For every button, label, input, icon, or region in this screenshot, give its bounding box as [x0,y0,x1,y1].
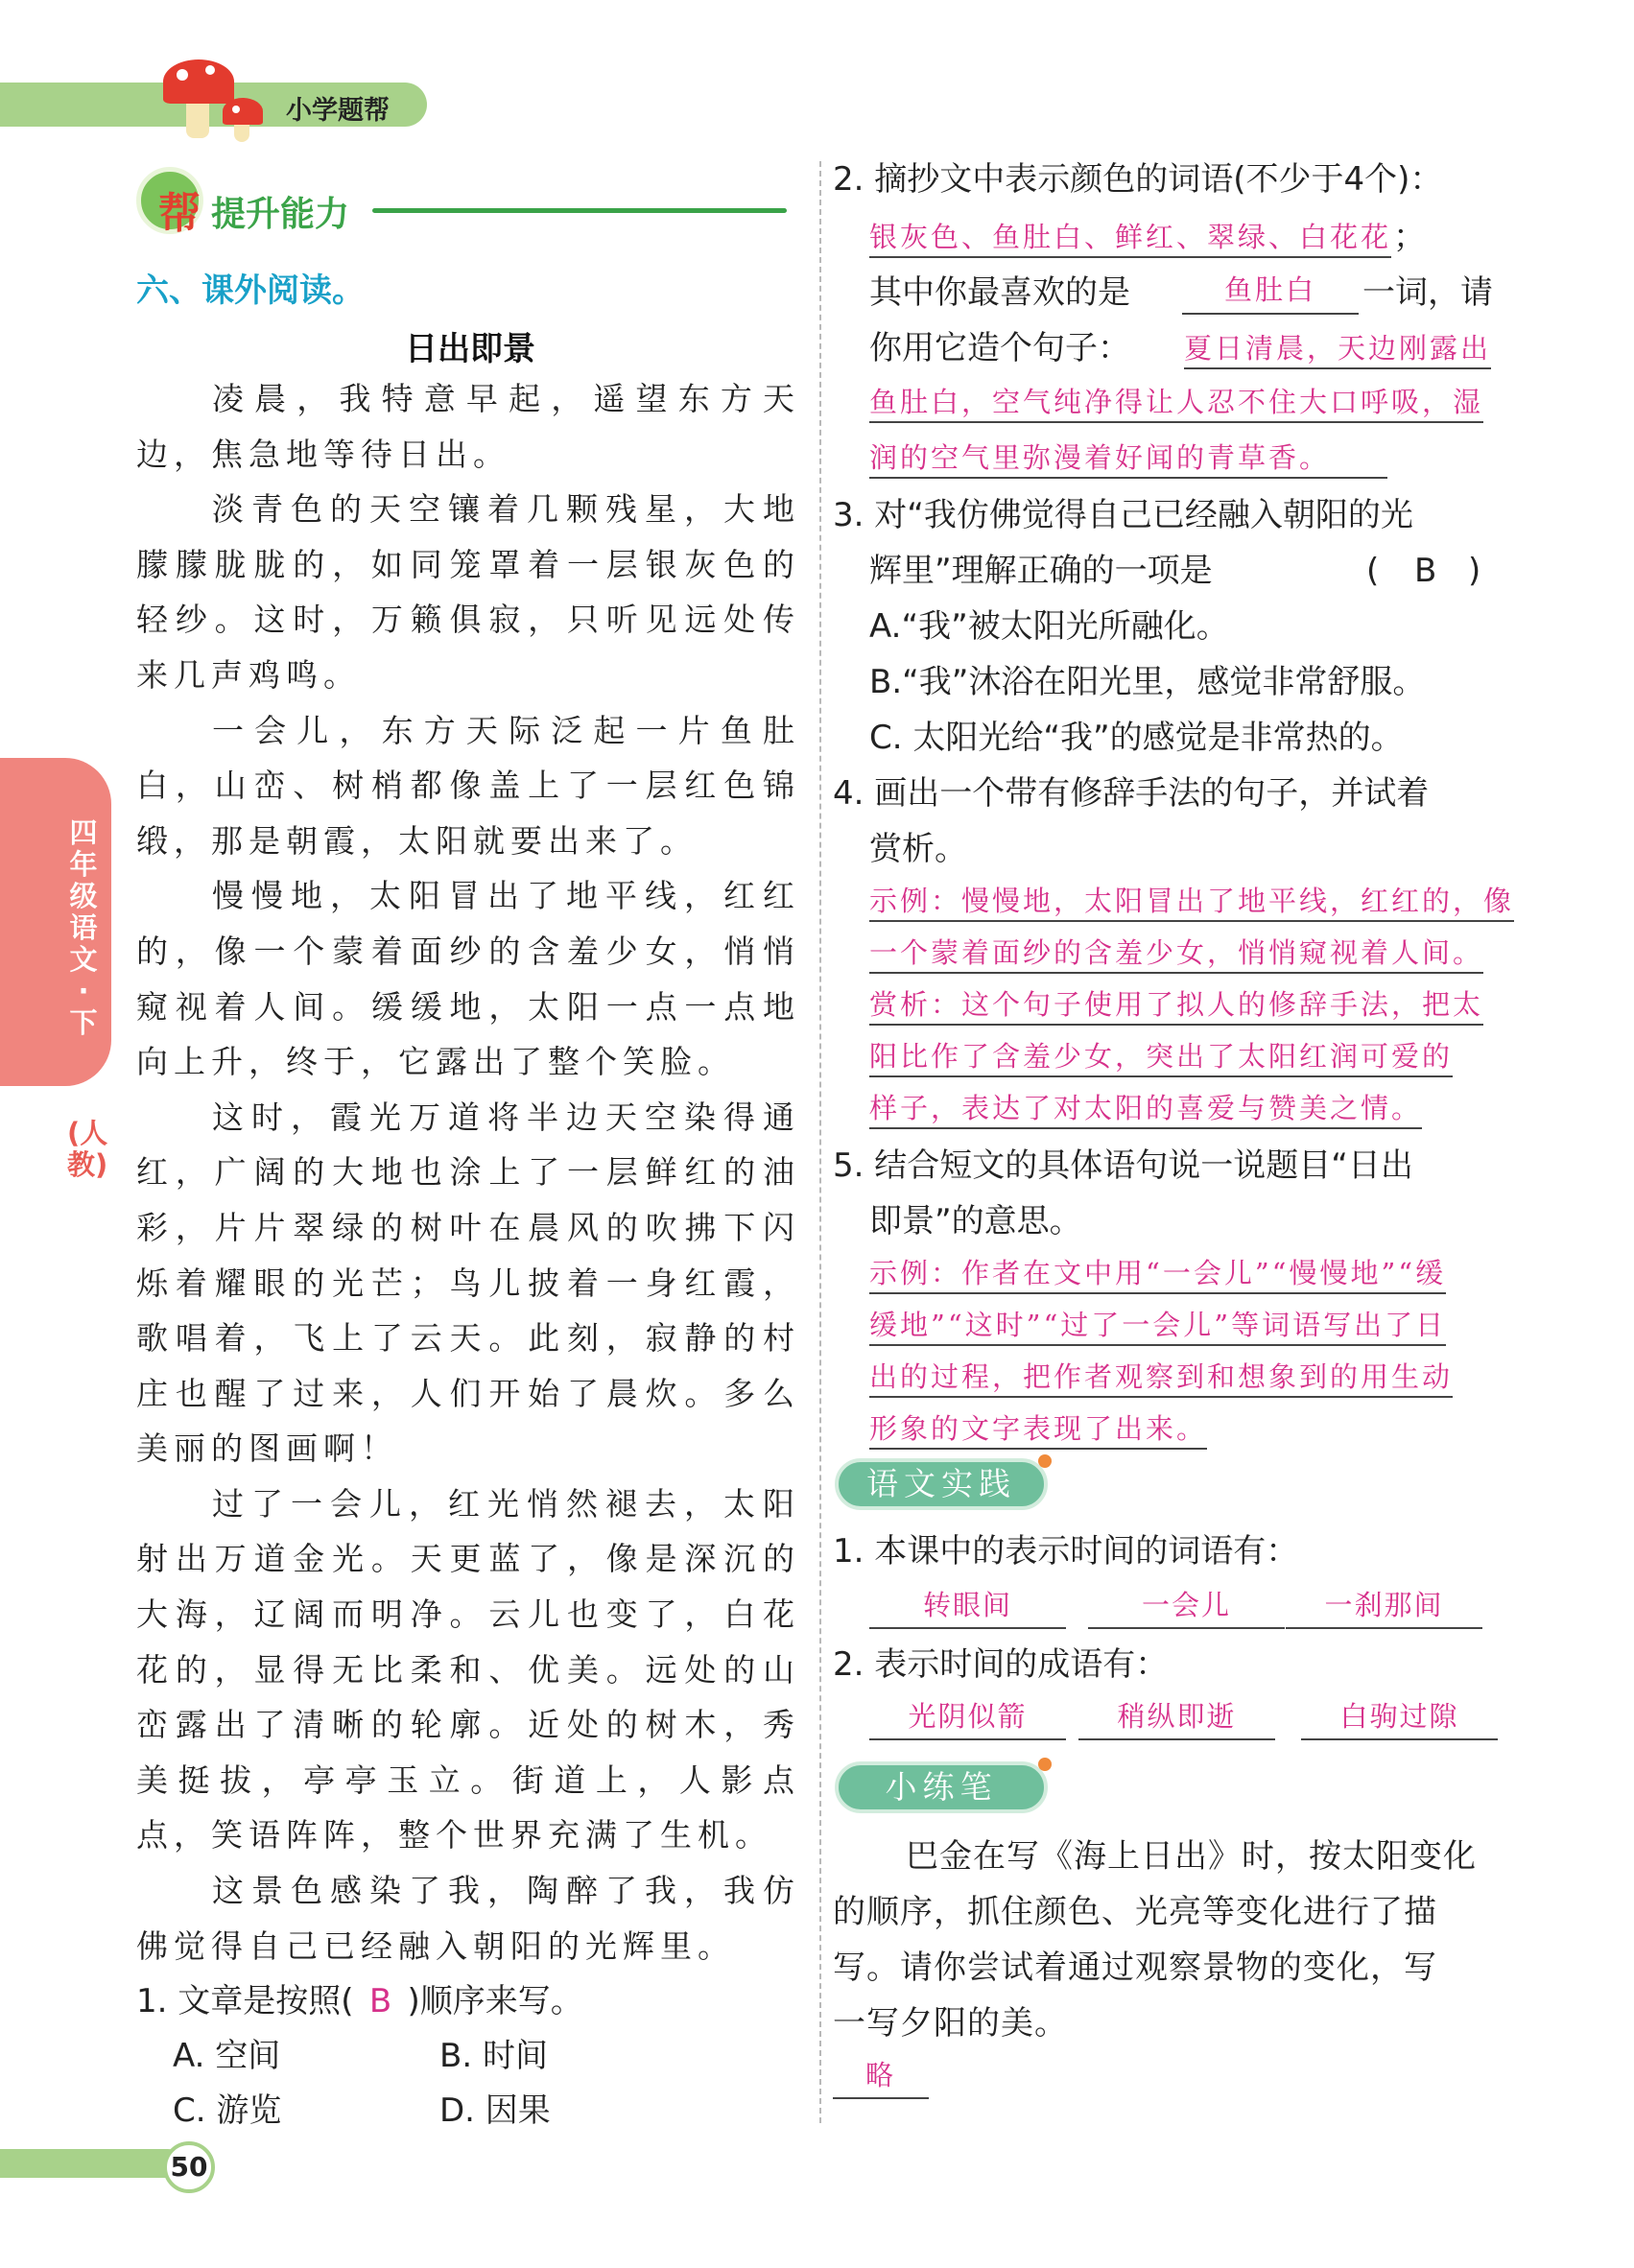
question-4-answer: 赏析：这个句子使用了拟人的修辞手法，把太 [869,979,1483,1030]
footer-band [0,2149,182,2178]
article-paragraph: 一会儿，东方天际泛起一片鱼肚白，山峦、树梢都像盖上了一层红色锦缎，那是朝霞，太阳就要出来了。 [136,711,800,860]
question-3-line2: 辉里”理解正确的一项是 [869,552,1213,590]
question-1-prefix: 1. 文章是按照( [136,1982,354,2020]
writing-label-dot [1038,1758,1052,1771]
question-2-answer-sentence: 鱼肚白，空气纯净得让人忍不住大口呼吸，湿 [869,376,1483,428]
article-paragraph: 慢慢地，太阳冒出了地平线，红红的，像一个蒙着面纱的含羞少女，悄悄窥视着人间。缓缓地，太阳一点一点地向上升，终于，它露出了整个笑脸。 [136,877,800,1081]
question-2-line2-pre: 其中你最喜欢的是 [869,273,1130,312]
question-3-answer: B [1414,552,1437,590]
question-1-option-b: B. 时间 [439,2037,548,2075]
writing-prompt-line: 写。请你尝试着通过观察景物的变化，写 [833,1949,1437,1987]
article-paragraph: 这时，霞光万道将半边天空染得通红，广阔的大地也涂上了一层鲜红的油彩，片片翠绿的树叶在晨风的吹拂下闪烁着耀眼的光芒；鸟儿披着一身红霞，歌唱着，飞上了云天。此刻，寂静的村庄也醒了过来，人们开始了晨炊。多么美丽的图画啊！ [136,1098,800,1468]
question-1-answer: B [368,1982,392,2020]
question-4-line2: 赏析。 [869,830,967,868]
question-3-line1: 3. 对“我仿佛觉得自己已经融入朝阳的光 [833,496,1413,534]
practice-label-dot [1038,1454,1052,1468]
grade-label: 四年级语文·下 [69,816,98,1039]
question-4-answer: 示例：慢慢地，太阳冒出了地平线，红红的，像 [869,875,1514,927]
question-2-line3-pre: 你用它造个句子： [869,329,1130,367]
question-1 [136,1974,583,2021]
article-paragraph: 凌晨，我特意早起，遥望东方天边，焦急地等待日出。 [136,380,800,473]
article-paragraph: 这景色感染了我，陶醉了我，我仿佛觉得自己已经融入朝阳的光辉里。 [136,1872,800,1965]
question-3-paren-close: ) [1468,552,1481,590]
article-body [136,371,800,1973]
question-2-answer-colors: 银灰色、鱼肚白、鲜红、翠绿、白花花 [869,211,1391,263]
question-2-line2-post: 一词，请 [1362,273,1493,312]
practice-answer-3: 一刹那间 [1286,1583,1482,1629]
question-3-option-c: C. 太阳光给“我”的感觉是非常热的。 [869,719,1404,757]
column-divider [819,161,821,2123]
question-4-answer: 一个蒙着面纱的含羞少女，悄悄窥视着人间。 [869,927,1483,979]
question-5-line2: 即景”的意思。 [869,1202,1082,1240]
mushroom-icon [163,59,269,146]
question-5-answer: 缓地”“这时”“过了一会儿”等词语写出了日 [869,1299,1446,1351]
reading-heading: 六、课外阅读。 [136,272,365,310]
practice-question-1: 1. 本课中的表示时间的词语有： [833,1532,1299,1571]
question-1-option-a: A. 空间 [173,2037,281,2075]
practice-label: 语文实践 [835,1458,1048,1510]
question-5-answer: 出的过程，把作者观察到和想象到的用生动 [869,1351,1453,1403]
section-underline [372,208,787,213]
question-3-option-a: A.“我”被太阳光所融化。 [869,607,1229,646]
edition-label: (人教) [67,1117,108,1181]
question-2-line1: 2. 摘抄文中表示颜色的词语(不少于4个)： [833,160,1443,199]
question-5-answer: 示例：作者在文中用“一会儿”“慢慢地”“缓 [869,1247,1446,1299]
brand-title: 小学题帮 [286,96,390,126]
writing-prompt-line: 巴金在写《海上日出》时，按太阳变化 [906,1837,1477,1876]
question-4-line1: 4. 画出一个带有修辞手法的句子，并试着 [833,774,1430,813]
practice-idiom-3: 白驹过隙 [1301,1694,1498,1740]
question-3-option-b: B.“我”沐浴在阳光里，感觉非常舒服。 [869,663,1426,701]
practice-idiom-1: 光阴似箭 [869,1694,1066,1740]
writing-answer: 略 [833,2053,929,2099]
writing-label: 小练笔 [835,1761,1048,1813]
practice-question-2: 2. 表示时间的成语有： [833,1645,1169,1684]
question-5-answer: 形象的文字表现了出来。 [869,1403,1207,1454]
question-3-paren-open: ( [1366,552,1380,590]
section-title: 提升能力 [211,195,350,234]
section-logo-char: 帮 [158,189,201,238]
page-number: 50 [163,2141,215,2193]
writing-prompt-line: 一写夕阳的美。 [833,2004,1068,2043]
practice-idiom-2: 稍纵即逝 [1078,1694,1275,1740]
article-paragraph: 淡青色的天空镶着几颗残星，大地朦朦胧胧的，如同笼罩着一层银灰色的轻纱。这时，万籁俱寂，只听见远处传来几声鸡鸣。 [136,490,800,694]
article-title: 日出即景 [405,330,535,368]
question-2-answer-sentence: 夏日清晨，天边刚露出 [1184,322,1491,374]
article-paragraph: 过了一会儿，红光悄然褪去，太阳射出万道金光。天更蓝了，像是深沉的大海，辽阔而明净。云儿也变了，白花花的，显得无比柔和、优美。远处的山峦露出了清晰的轮廓。近处的树木，秀美挺拔，亭亭玉立。街道上，人影点点，笑语阵阵，整个世界充满了生机。 [136,1484,800,1855]
question-4-answer: 样子，表达了对太阳的喜爱与赞美之情。 [869,1082,1422,1134]
question-1-option-c: C. 游览 [173,2091,282,2130]
practice-answer-1: 转眼间 [869,1583,1066,1629]
question-2-answer-sentence: 润的空气里弥漫着好闻的青草香。 [869,432,1387,484]
question-2-answer-favorite: 鱼肚白 [1182,267,1359,315]
question-1-suffix: )顺序来写。 [407,1982,583,2020]
question-5-line1: 5. 结合短文的具体语句说一说题目“日出 [833,1146,1413,1185]
question-4-answer: 阳比作了含羞少女，突出了太阳红润可爱的 [869,1030,1453,1082]
question-1-option-d: D. 因果 [439,2091,551,2130]
writing-prompt-line: 的顺序，抓住颜色、光亮等变化进行了描 [833,1893,1437,1931]
practice-answer-2: 一会儿 [1088,1583,1285,1629]
question-2-semicolon: ； [1393,218,1426,256]
